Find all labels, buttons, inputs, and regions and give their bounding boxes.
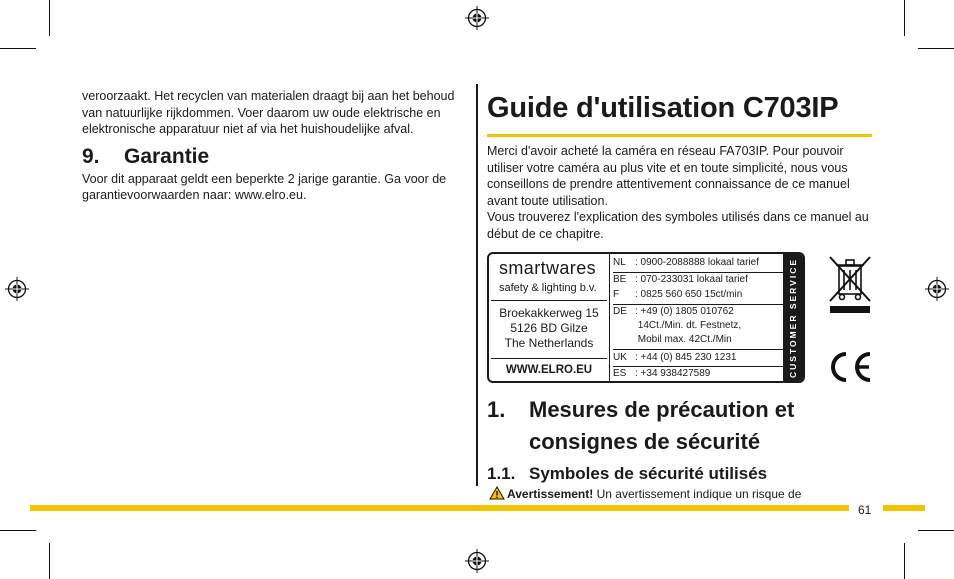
column-divider [476, 84, 478, 486]
phone-row: NL : 0900-2088888 lokaal tarief [613, 257, 759, 268]
phone-row: Mobil max. 42Ct./Min [635, 334, 732, 345]
intro-paragraph: Merci d'avoir acheté la caméra en réseau FA703IP. Pour pouvoir utiliser votre caméra au plus vite et en toute simplicité, nous vous conseillons de prendre attentivement connaissance de ce manuel avant toute utilisation. [487, 144, 850, 208]
customer-service-band [783, 254, 803, 381]
card-divider [609, 254, 610, 381]
section-title: Garantie [124, 144, 210, 168]
subsection-heading-1-1 [487, 464, 767, 484]
section-title: Mesures de précaution et consignes de sécurité [529, 397, 795, 454]
crop-mark [904, 0, 905, 36]
customer-service-card [487, 252, 805, 383]
address-line: Broekakkerweg 15 [499, 306, 599, 320]
company-address [489, 306, 609, 351]
warning-text: Un avertissement indique un risque de [593, 487, 802, 501]
separator-line [491, 300, 607, 301]
page-title: Guide d'utilisation C703IP [487, 92, 839, 124]
section-heading-garantie [82, 145, 466, 169]
website-label: WWW.ELRO.EU [505, 364, 593, 376]
registration-mark-icon [465, 549, 489, 573]
warning-label: Avertissement! [507, 487, 594, 501]
registration-mark-icon [925, 277, 949, 301]
crop-mark [904, 543, 905, 579]
address-line: 5126 BD Gilze [510, 321, 588, 335]
warranty-paragraph: Voor dit apparaat geldt een beperkte 2 jarige garantie. Ga voor de garantievoorwaarden naar: www.elro.eu. [82, 171, 447, 202]
footer-accent-bar [30, 505, 849, 511]
separator-line [613, 366, 785, 367]
phone-list [613, 254, 783, 381]
crop-mark [0, 48, 36, 49]
crossed-out-wheelie-bin-icon [827, 254, 873, 314]
phone-row: F : 0825 560 650 15ct/min [613, 289, 743, 300]
separator-line [613, 304, 785, 305]
brand-subtitle: safety & lighting b.v. [499, 282, 597, 294]
separator-line [491, 358, 607, 359]
crop-mark [0, 530, 36, 531]
subsection-number: 1.1. [487, 464, 516, 483]
phone-row: 14Ct./Min. dt. Festnetz, [635, 320, 742, 331]
phone-row: DE : +49 (0) 1805 010762 [613, 306, 734, 317]
customer-service-label: CUSTOMER SERVICE [788, 257, 798, 378]
subsection-title: Symboles de sécurité utilisés [529, 464, 768, 483]
section-number: 9. [82, 144, 100, 168]
separator-line [613, 349, 785, 350]
ce-mark-icon [826, 350, 874, 384]
section-number: 1. [487, 397, 506, 422]
crop-mark [918, 48, 954, 49]
footer-accent-bar [883, 505, 925, 511]
right-column [487, 84, 873, 242]
phone-row: BE : 070-233031 lokaal tarief [613, 274, 748, 285]
warning-triangle-icon [489, 486, 505, 500]
crop-mark [918, 530, 954, 531]
crop-mark [49, 543, 50, 579]
phone-row: ES : +34 938427589 [613, 368, 711, 379]
warning-line [489, 486, 801, 501]
registration-mark-icon [5, 277, 29, 301]
phone-row: UK : +44 (0) 845 230 1231 [613, 352, 737, 363]
left-column [82, 88, 466, 204]
registration-mark-icon [465, 6, 489, 30]
brand-logo-text: smartwares [499, 258, 597, 278]
title-underline [487, 134, 872, 137]
company-block [489, 254, 609, 381]
page-number: 61 [858, 503, 872, 517]
separator-line [613, 272, 785, 273]
crop-mark [49, 0, 50, 36]
address-line: The Netherlands [504, 336, 594, 350]
recycling-paragraph: veroorzaakt. Het recyclen van materialen draagt bij aan het behoud van natuurlijke rijkdommen. Voer daarom uw oude elektrische en elektronische apparatuur niet af via het huishoudelijke afval. [82, 89, 455, 136]
symbols-intro-paragraph: Vous trouverez l'explication des symboles utilisés dans ce manuel au début de ce chapitre. [487, 210, 869, 241]
